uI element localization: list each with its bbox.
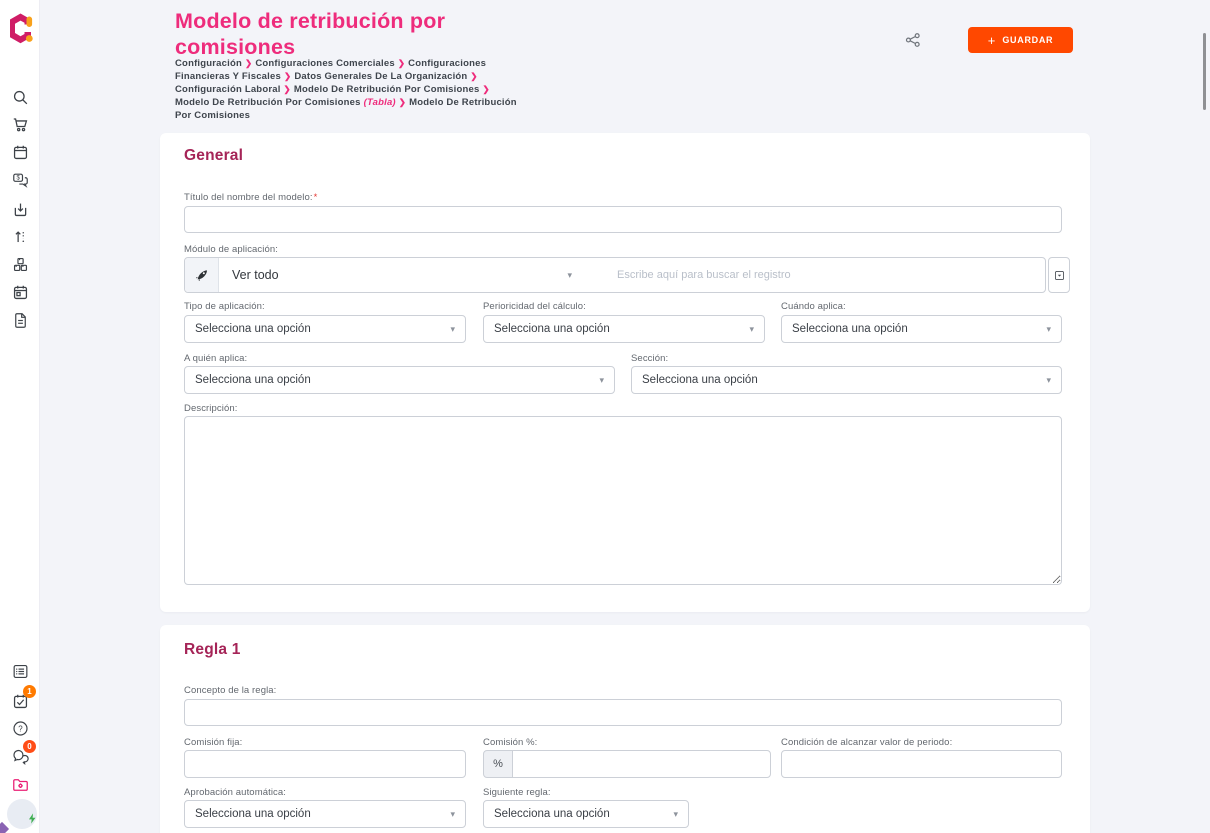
chevron-down-icon: ▾	[749, 323, 754, 334]
chevron-right-icon: ❯	[482, 84, 490, 95]
tipo-select[interactable]	[184, 315, 466, 343]
chevron-down-icon: ▾	[1046, 374, 1051, 385]
periodicidad-select[interactable]	[483, 315, 765, 343]
breadcrumb-item[interactable]: Configuraciones Comerciales	[255, 58, 395, 69]
document-icon[interactable]	[11, 311, 30, 330]
cuando-label: Cuándo aplica:	[781, 301, 846, 312]
corner-decoration	[0, 822, 9, 833]
modulo-combobox	[184, 257, 1046, 293]
help-icon[interactable]	[11, 719, 30, 738]
general-section	[160, 133, 1090, 612]
modulo-search-input[interactable]	[585, 258, 1045, 292]
required-asterisk: *	[313, 192, 318, 203]
page-title: Modelo de retribución por comisiones	[175, 9, 446, 60]
money-glyph: $	[16, 175, 20, 182]
general-heading: General	[184, 147, 244, 164]
titulo-label: Título del nombre del modelo:*	[184, 192, 318, 203]
tipo-select-value: Selecciona una opción	[195, 323, 311, 335]
chevron-down-icon: ▾	[599, 374, 604, 385]
descripcion-textarea[interactable]	[184, 416, 1062, 585]
aquien-select[interactable]	[184, 366, 615, 394]
chevron-right-icon: ❯	[245, 58, 253, 68]
chevron-right-icon: ❯	[397, 58, 406, 68]
chevron-right-icon: ❯	[398, 97, 407, 108]
seccion-label: Sección:	[631, 353, 669, 364]
boxes-icon[interactable]	[11, 255, 30, 274]
folder-gear-icon[interactable]	[11, 775, 30, 794]
modulo-select-value: Ver todo	[232, 268, 279, 282]
breadcrumb	[175, 57, 523, 123]
chevron-right-icon: ❯	[283, 71, 292, 82]
condicion-label: Condición de alcanzar valor de periodo:	[781, 737, 953, 748]
share-icon[interactable]	[903, 30, 923, 50]
aquien-select-value: Selecciona una opción	[195, 374, 311, 386]
percent-prefix: %	[483, 750, 513, 778]
periodicidad-label: Perioricidad del cálculo:	[483, 301, 586, 312]
save-button[interactable]	[968, 27, 1073, 53]
chevron-down-icon: ▾	[1046, 323, 1051, 334]
chevron-down-icon: ▾	[450, 808, 455, 819]
comision-pct-label: Comisión %:	[483, 737, 538, 748]
titulo-input[interactable]	[184, 206, 1062, 233]
regla-section	[160, 625, 1090, 833]
question-glyph: ?	[18, 724, 23, 734]
search-icon[interactable]	[11, 88, 30, 107]
tipo-label: Tipo de aplicación:	[184, 301, 265, 312]
tasks-badge: 1	[23, 685, 36, 698]
breadcrumb-item[interactable]: Configuración	[175, 58, 242, 69]
breadcrumb-item[interactable]: Datos Generales De La Organización	[294, 71, 468, 83]
app-logo[interactable]	[7, 12, 35, 45]
breadcrumb-item[interactable]: Modelo De Retribución Por Comisiones	[175, 97, 361, 109]
list-icon[interactable]	[11, 662, 30, 681]
seccion-select[interactable]	[631, 366, 1062, 394]
import-icon[interactable]	[11, 200, 30, 219]
cuando-select[interactable]	[781, 315, 1062, 343]
modulo-select[interactable]	[219, 258, 585, 292]
chevron-down-icon: ▾	[673, 808, 678, 819]
scrollbar-thumb[interactable]	[1203, 33, 1206, 110]
condicion-input[interactable]	[781, 750, 1062, 778]
siguiente-label: Siguiente regla:	[483, 787, 551, 798]
siguiente-select[interactable]	[483, 800, 689, 828]
plus-icon: +	[987, 32, 996, 48]
calendar-date-icon[interactable]	[11, 283, 30, 302]
chevron-right-icon: ❯	[470, 71, 478, 82]
descripcion-label: Descripción:	[184, 403, 238, 414]
chevron-down-icon: ▾	[450, 323, 455, 334]
comision-pct-input[interactable]	[512, 750, 771, 778]
siguiente-select-value: Selecciona una opción	[494, 808, 610, 820]
aprobacion-select[interactable]	[184, 800, 466, 828]
concepto-input[interactable]	[184, 699, 1062, 726]
save-button-label: GUARDAR	[1002, 35, 1054, 45]
left-sidebar	[0, 0, 40, 833]
cart-icon[interactable]	[11, 115, 30, 134]
concepto-label: Concepto de la regla:	[184, 685, 277, 696]
rocket-icon	[185, 258, 219, 292]
breadcrumb-item[interactable]: Modelo De Retribución Por Comisiones	[175, 97, 517, 122]
regla-heading: Regla 1	[184, 641, 241, 658]
cuando-select-value: Selecciona una opción	[792, 323, 908, 335]
aquien-label: A quién aplica:	[184, 353, 248, 364]
chevron-down-icon: ▾	[567, 269, 572, 280]
expand-select-button[interactable]	[1048, 257, 1070, 293]
sort-icon[interactable]	[11, 227, 30, 246]
breadcrumb-item[interactable]: Modelo De Retribución Por Comisiones	[293, 84, 480, 96]
chevron-right-icon: ❯	[283, 84, 291, 95]
chat-money-icon[interactable]	[11, 171, 30, 190]
calendar-icon[interactable]	[11, 143, 30, 162]
breadcrumb-item[interactable]: Configuraciones Financieras Y Fiscales	[175, 58, 487, 83]
comision-fija-label: Comisión fija:	[184, 737, 243, 748]
periodicidad-select-value: Selecciona una opción	[494, 323, 610, 335]
bolt-icon	[26, 812, 39, 825]
modulo-label: Módulo de aplicación:	[184, 244, 278, 255]
breadcrumb-tabla-tag: (Tabla)	[363, 97, 396, 109]
aprobacion-label: Aprobación automática:	[184, 787, 287, 798]
breadcrumb-item[interactable]: Configuración Laboral	[175, 84, 281, 96]
seccion-select-value: Selecciona una opción	[642, 374, 758, 386]
chat-badge: 0	[23, 740, 36, 753]
aprobacion-select-value: Selecciona una opción	[195, 808, 311, 820]
comision-fija-input[interactable]	[184, 750, 466, 778]
